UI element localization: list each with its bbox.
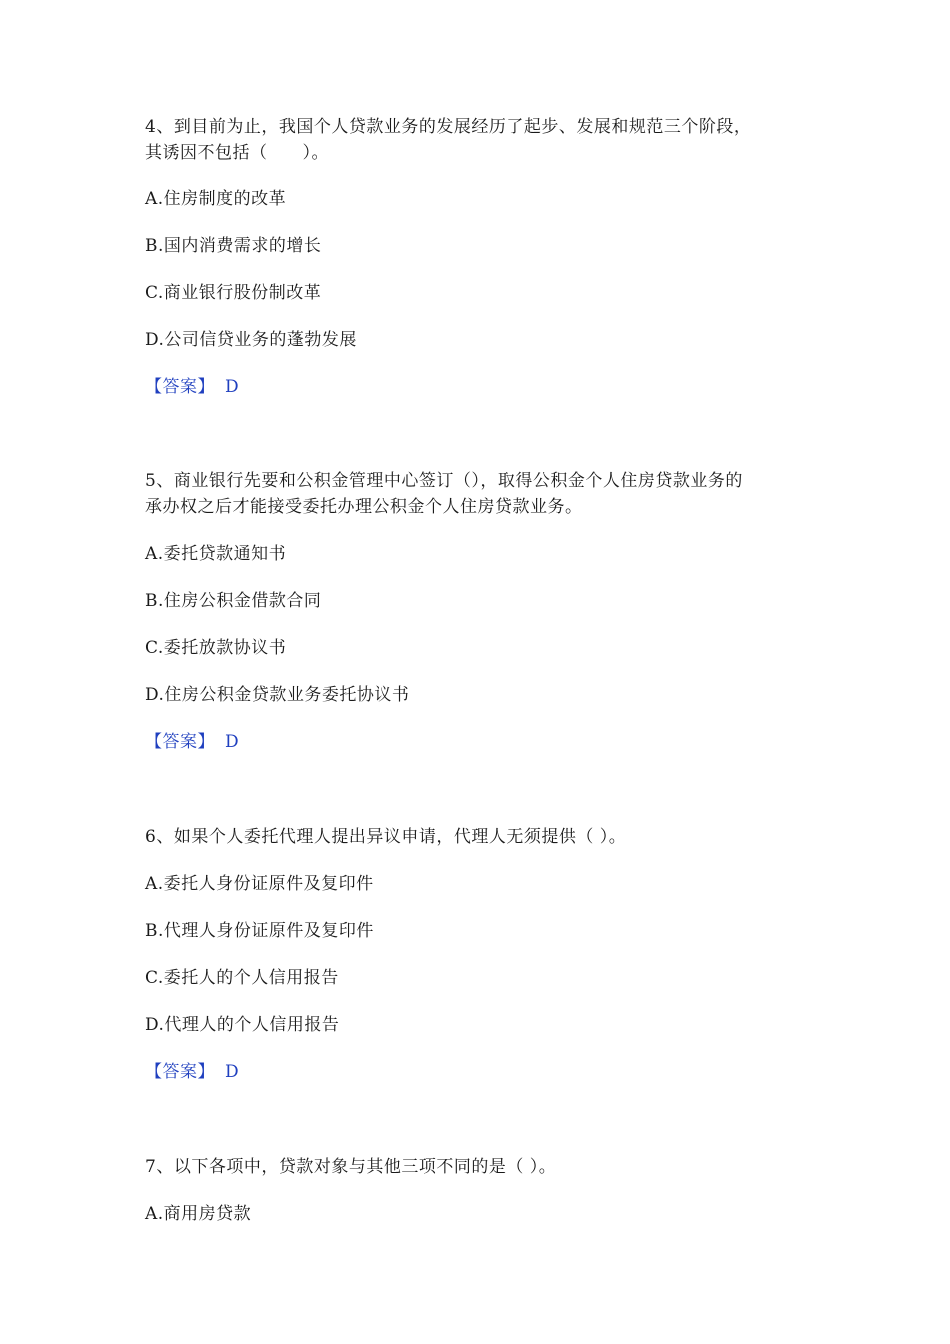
- question-4-option-b: B.国内消费需求的增长: [145, 236, 322, 256]
- question-6-stem-line-1: 6、如果个人委托代理人提出异议申请，代理人无须提供（ ）。: [145, 827, 627, 847]
- question-5-stem-line-2: 承办权之后才能接受委托办理公积金个人住房贷款业务。: [145, 497, 583, 517]
- question-5-option-c: C.委托放款协议书: [145, 638, 287, 658]
- question-7-option-a: A.商用房贷款: [145, 1204, 252, 1224]
- question-4-option-d: D.公司信贷业务的蓬勃发展: [145, 330, 357, 350]
- question-4-stem-line-2: 其诱因不包括（ ）。: [145, 143, 329, 163]
- question-6-option-d: D.代理人的个人信用报告: [145, 1015, 340, 1035]
- answer-value: D: [225, 1062, 240, 1082]
- question-6-option-b: B.代理人身份证原件及复印件: [145, 921, 374, 941]
- answer-value: D: [225, 377, 240, 397]
- question-4-stem-line-1: 4、到目前为止，我国个人贷款业务的发展经历了起步、发展和规范三个阶段，: [145, 117, 752, 137]
- question-6-answer: [145, 1059, 239, 1085]
- question-5-option-d: D.住房公积金贷款业务委托协议书: [145, 685, 410, 705]
- answer-label: 【答案】: [145, 1062, 215, 1082]
- question-4-answer: [145, 374, 239, 400]
- question-5-stem-line-1: 5、商业银行先要和公积金管理中心签订（），取得公积金个人住房贷款业务的: [145, 471, 743, 491]
- question-5-option-a: A.委托贷款通知书: [145, 544, 287, 564]
- question-6-option-c: C.委托人的个人信用报告: [145, 968, 339, 988]
- answer-label: 【答案】: [145, 377, 215, 397]
- question-6-option-a: A.委托人身份证原件及复印件: [145, 874, 374, 894]
- question-4-option-a: A.住房制度的改革: [145, 189, 287, 209]
- question-5-answer: [145, 729, 239, 755]
- question-5-option-b: B.住房公积金借款合同: [145, 591, 322, 611]
- answer-label: 【答案】: [145, 732, 215, 752]
- answer-value: D: [225, 732, 240, 752]
- question-4-option-c: C.商业银行股份制改革: [145, 283, 322, 303]
- question-7-stem-line-1: 7、以下各项中，贷款对象与其他三项不同的是（ ）。: [145, 1157, 557, 1177]
